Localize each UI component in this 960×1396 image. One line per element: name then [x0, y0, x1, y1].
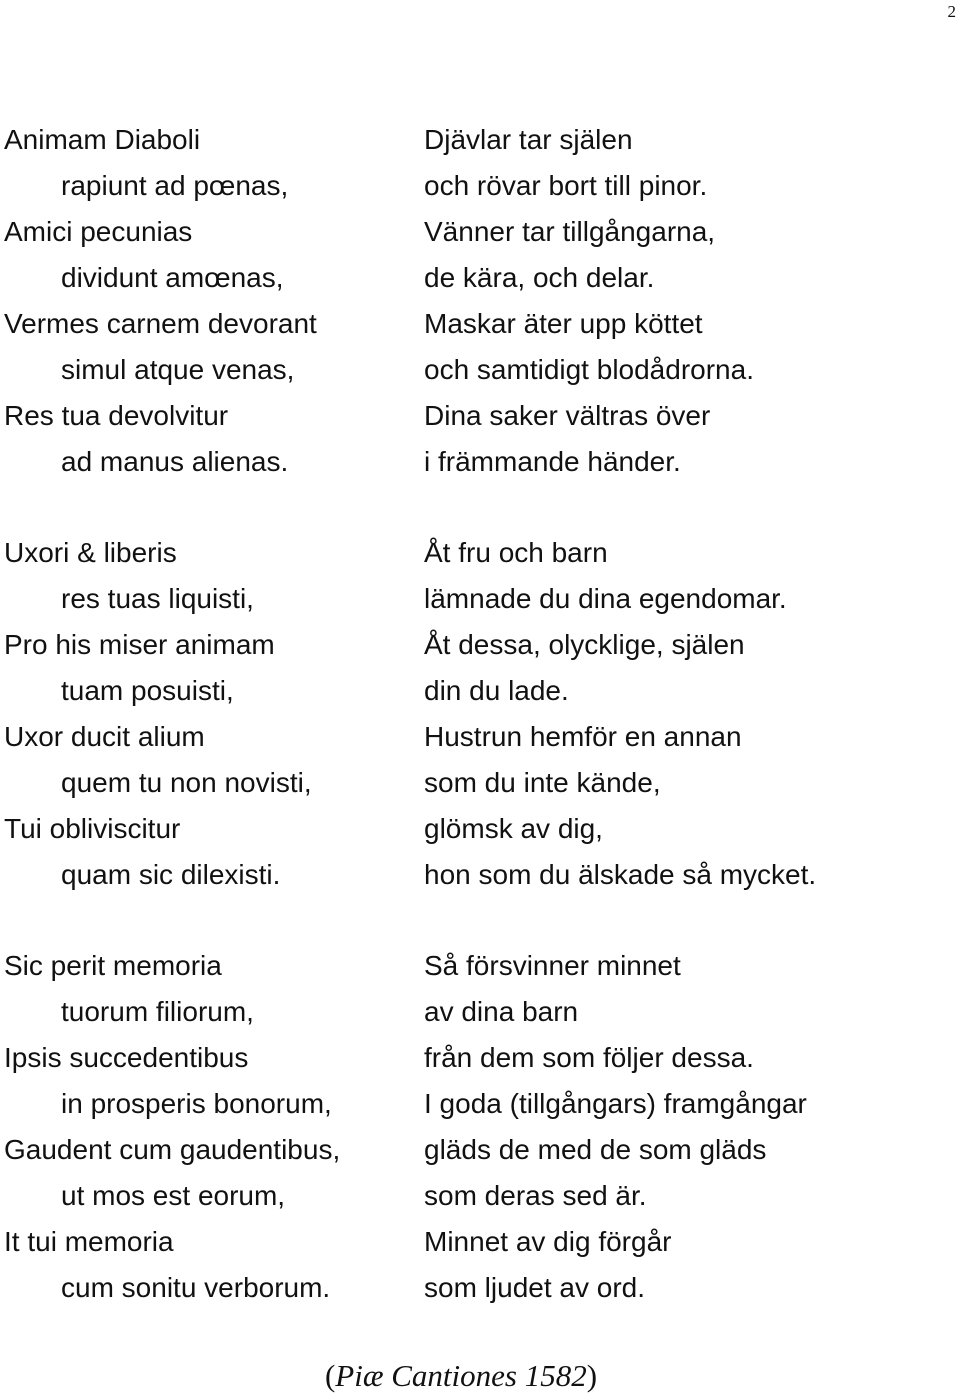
stanza-3-swedish	[424, 943, 807, 1311]
verse-line: Ipsis succedentibus	[4, 1042, 249, 1073]
translation-line: som ljudet av ord.	[424, 1272, 645, 1303]
verse-line: Sic perit memoria	[4, 950, 222, 981]
translation-line: din du lade.	[424, 675, 569, 706]
translation-line: och rövar bort till pinor.	[424, 170, 708, 201]
verse-line: in prosperis bonorum,	[61, 1088, 332, 1119]
translation-line: Så försvinner minnet	[424, 950, 681, 981]
source-title: Piæ Cantiones 1582	[335, 1358, 587, 1393]
source-close-paren: )	[586, 1358, 598, 1393]
translation-line: gläds de med de som gläds	[424, 1134, 767, 1165]
verse-line: Vermes carnem devorant	[4, 308, 317, 339]
verse-line: Gaudent cum gaudentibus,	[4, 1134, 341, 1165]
verse-line: Amici pecunias	[4, 216, 193, 247]
stanza-2-latin	[4, 530, 312, 898]
verse-line: cum sonitu verborum.	[61, 1272, 331, 1303]
translation-line: Vänner tar tillgångarna,	[424, 216, 716, 247]
verse-line: quam sic dilexisti.	[61, 859, 281, 890]
translation-line: lämnade du dina egendomar.	[424, 583, 787, 614]
verse-line: It tui memoria	[4, 1226, 174, 1257]
translation-line: och samtidigt blodådrorna.	[424, 354, 754, 385]
stanza-2-swedish	[424, 530, 816, 898]
translation-line: Åt fru och barn	[424, 537, 608, 568]
translation-line: Maskar äter upp köttet	[424, 308, 703, 339]
translation-line: från dem som följer dessa.	[424, 1042, 754, 1073]
verse-line: rapiunt ad pœnas,	[61, 170, 289, 201]
translation-line: i främmande händer.	[424, 446, 681, 477]
stanza-1-swedish	[424, 117, 754, 485]
verse-line: Uxori & liberis	[4, 537, 177, 568]
translation-line: som deras sed är.	[424, 1180, 647, 1211]
page-number: 2	[947, 2, 956, 21]
translation-line: Djävlar tar själen	[424, 124, 633, 155]
verse-line: Uxor ducit alium	[4, 721, 205, 752]
translation-line: de kära, och delar.	[424, 262, 655, 293]
stanza-1-latin	[4, 117, 317, 485]
verse-line: Animam Diaboli	[4, 124, 201, 155]
translation-line: glömsk av dig,	[424, 813, 603, 844]
verse-line: dividunt amœnas,	[61, 262, 284, 293]
verse-line: quem tu non novisti,	[61, 767, 312, 798]
verse-line: simul atque venas,	[61, 354, 295, 385]
verse-line: tuam posuisti,	[61, 675, 234, 706]
translation-line: I goda (tillgångars) framgångar	[424, 1088, 807, 1119]
translation-line: Dina saker vältras över	[424, 400, 711, 431]
stanza-3-latin	[4, 943, 340, 1311]
verse-line: ad manus alienas.	[61, 446, 289, 477]
verse-line: ut mos est eorum,	[61, 1180, 286, 1211]
translation-line: som du inte kände,	[424, 767, 661, 798]
translation-line: Minnet av dig förgår	[424, 1226, 672, 1257]
verse-line: Tui obliviscitur	[4, 813, 181, 844]
verse-line: tuorum filiorum,	[61, 996, 254, 1027]
translation-line: Hustrun hemför en annan	[424, 721, 742, 752]
verse-line: Res tua devolvitur	[4, 400, 229, 431]
translation-line: Åt dessa, olycklige, själen	[424, 629, 745, 660]
verse-line: Pro his miser animam	[4, 629, 275, 660]
translation-line: hon som du älskade så mycket.	[424, 859, 817, 890]
verse-line: res tuas liquisti,	[61, 583, 254, 614]
translation-line: av dina barn	[424, 996, 579, 1027]
source-open-paren: (	[324, 1358, 336, 1393]
source-citation	[0, 1356, 922, 1396]
